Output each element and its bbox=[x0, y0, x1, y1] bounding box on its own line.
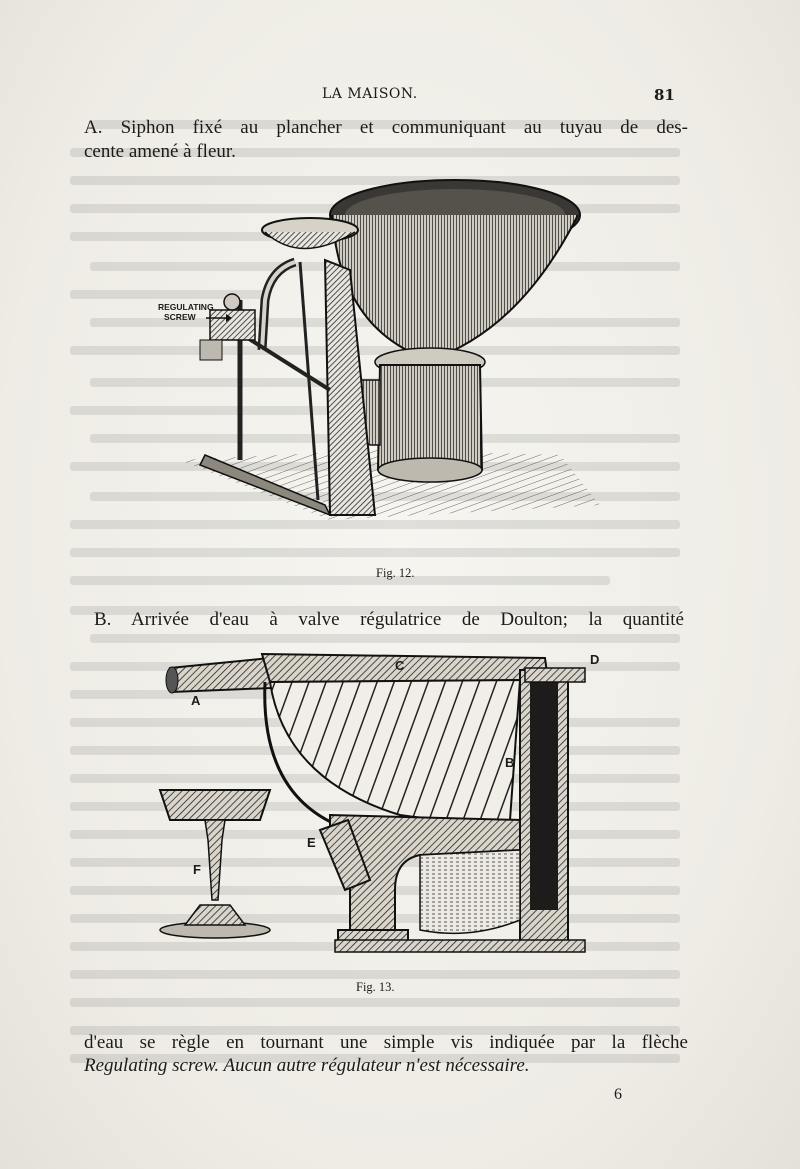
figure-13-caption: Fig. 13. bbox=[356, 980, 395, 994]
figure-13-label-d: D bbox=[590, 652, 600, 667]
folio-signature: 6 bbox=[614, 1086, 622, 1103]
figure-13-label-f: F bbox=[193, 862, 201, 877]
figure-12-label-line-1: REGULATING bbox=[158, 302, 214, 312]
figure-13-illustration bbox=[0, 640, 800, 970]
figure-12-illustration bbox=[0, 0, 800, 560]
section-a-line-1: A. Siphon fixé au plancher et communiquant au tuyau de des- bbox=[84, 117, 688, 138]
figure-13-label-e: E bbox=[307, 835, 316, 850]
closing-line-2: Regulating screw. Aucun autre régulateur n'est nécessaire. bbox=[84, 1055, 530, 1076]
running-head: LA MAISON. bbox=[322, 86, 418, 102]
figure-12-label-line-2: SCREW bbox=[164, 312, 196, 322]
closing-line-1: d'eau se règle en tournant une simple vis indiquée par la flèche bbox=[84, 1032, 688, 1053]
figure-12-regulating-screw-label bbox=[158, 302, 214, 322]
figure-13-label-c: C bbox=[395, 658, 405, 673]
section-a-line-2: cente amené à fleur. bbox=[84, 141, 236, 162]
figure-13-label-a: A bbox=[191, 693, 201, 708]
figure-13-label-b: B bbox=[505, 755, 515, 770]
section-b-line-1: B. Arrivée d'eau à valve régulatrice de Doulton; la quantité bbox=[94, 609, 684, 630]
figure-12-caption: Fig. 12. bbox=[376, 566, 415, 580]
page-number: 81 bbox=[654, 86, 675, 104]
